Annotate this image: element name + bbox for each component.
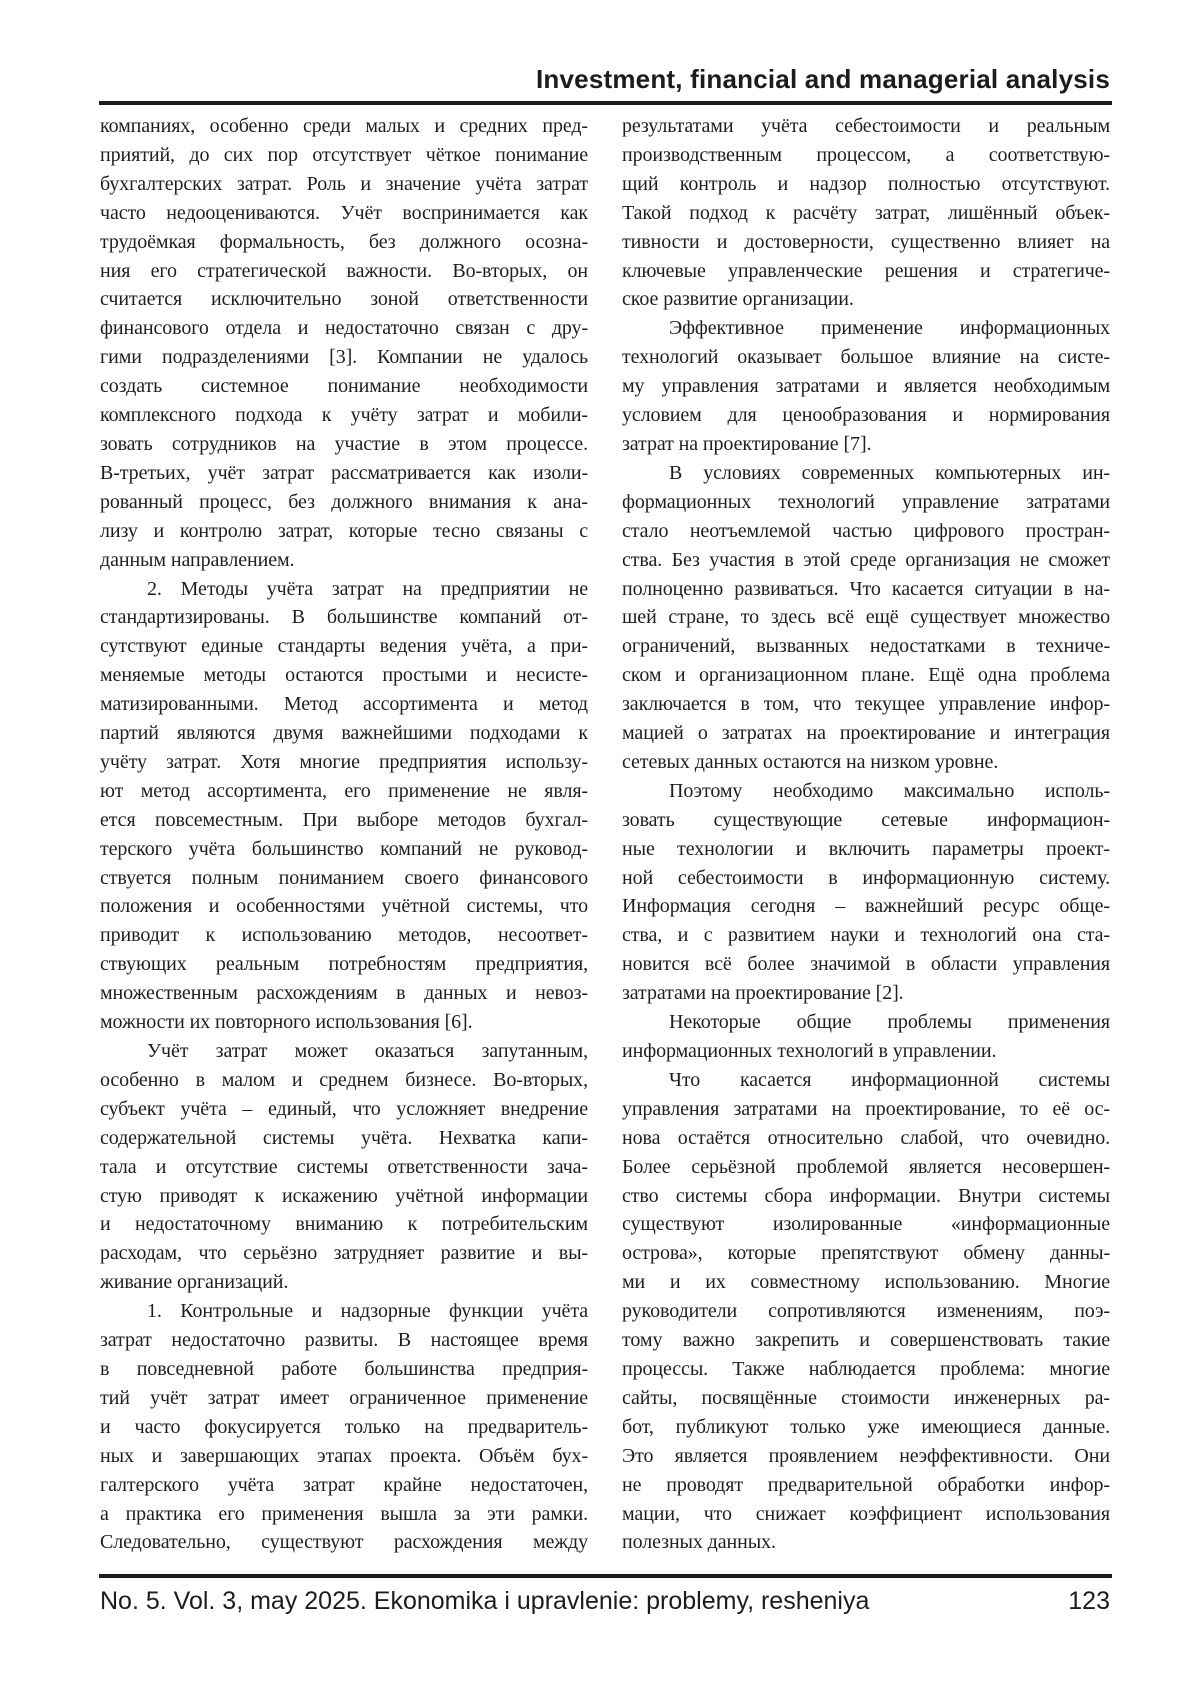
text-line: терского учёта большинство компаний не руковод- (100, 837, 588, 860)
header-rule (99, 101, 1112, 105)
text-line: полезных данных. (622, 1531, 776, 1554)
text-line: гими подразделениями [3]. Компании не удалось (100, 346, 588, 369)
text-line: тий учёт затрат имеет ограниченное применение (100, 1386, 588, 1409)
text-line: Информация сегодня – важнейший ресурс обще- (622, 895, 1110, 918)
text-line: В-третьих, учёт затрат рассматривается как изоли- (100, 461, 588, 484)
text-line: не проводят предварительной обработки инфор- (622, 1473, 1110, 1496)
text-line: бот, публикуют только уже имеющиеся данные. (622, 1415, 1110, 1438)
text-line: партий являются двумя важнейшими подходами к (100, 722, 588, 745)
text-line: ми и их совместному использованию. Многие (622, 1271, 1110, 1294)
text-line: стую приводят к искажению учётной информации (100, 1184, 588, 1207)
text-line: тала и отсутствие системы ответственности зача- (100, 1155, 588, 1178)
text-line: учёту затрат. Хотя многие предприятия использу- (100, 750, 588, 773)
text-line: Эффективное применение информационных (669, 317, 1110, 340)
text-line: мацией о затратах на проектирование и интеграция (622, 722, 1110, 745)
text-line: острова», которые препятствуют обмену данны- (622, 1242, 1110, 1265)
text-line: сетевых данных остаются на низком уровне. (622, 750, 999, 773)
article-body (100, 112, 1110, 1557)
text-line: 2. Методы учёта затрат на предприятии не (147, 577, 588, 600)
text-line: ных и завершающих этапах проекта. Объём бух- (100, 1444, 588, 1467)
text-line: трудоёмкая формальность, без должного осозна- (100, 230, 588, 253)
text-line: приятий, до сих пор отсутствует чёткое понимание (100, 143, 588, 166)
text-line: расходам, что серьёзно затрудняет развитие и вы- (100, 1242, 588, 1265)
text-line: ствующих реальным потребностям предприятия, (100, 953, 588, 976)
text-line: затратами на проектирование [2]. (622, 982, 904, 1005)
text-line: полноценно развиваться. Что касается ситуации в на- (622, 577, 1110, 600)
text-line: стало неотъемлемой частью цифрового простран- (622, 519, 1110, 542)
text-line: лизу и контролю затрат, которые тесно связаны с (100, 519, 588, 542)
text-line: процессы. Также наблюдается проблема: многие (622, 1357, 1110, 1380)
text-line: Следовательно, существуют расхождения между (100, 1531, 588, 1554)
text-line: ной себестоимости в информационную систему. (622, 866, 1110, 889)
text-line: можности их повторного использования [6]. (100, 1011, 473, 1034)
text-line: данным направлением. (100, 548, 295, 571)
text-line: ство системы сбора информации. Внутри системы (622, 1184, 1110, 1207)
text-line: тивности и достоверности, существенно влияет на (622, 230, 1110, 253)
text-line: ключевые управленческие решения и стратегиче- (622, 259, 1110, 282)
text-line: существуют изолированные «информационные (622, 1213, 1110, 1236)
column-left (100, 112, 588, 1557)
text-line: ния его стратегической важности. Во-вторых, он (100, 259, 588, 282)
text-line: тому важно закрепить и совершенствовать такие (622, 1329, 1110, 1352)
text-line: в повседневной работе большинства предприя- (100, 1357, 588, 1380)
text-line: В условиях современных компьютерных ин- (669, 461, 1110, 484)
text-line: ные технологии и включить параметры проект- (622, 837, 1110, 860)
text-line: новится всё более значимой в области управления (622, 953, 1110, 976)
text-line: сайты, посвящённые стоимости инженерных ра- (622, 1386, 1110, 1409)
text-line: результатами учёта себестоимости и реальным (622, 115, 1110, 137)
text-line: меняемые методы остаются простыми и несисте- (100, 664, 588, 687)
text-line: му управления затратами и является необходимым (622, 375, 1110, 398)
footer-journal-info: No. 5. Vol. 3, may 2025. Ekonomika i upravlenie: problemy, resheniya (100, 1587, 870, 1615)
text-line: положения и особенностями учётной системы, что (100, 895, 588, 918)
text-line: руководители сопротивляются изменениям, поэ- (622, 1300, 1110, 1323)
text-line: Поэтому необходимо максимально исполь- (669, 779, 1110, 802)
text-line: сутствуют единые стандарты ведения учёта, а при- (100, 635, 588, 658)
text-line: ства. Без участия в этой среде организация не сможет (622, 548, 1110, 571)
text-line: галтерского учёта затрат крайне недостаточен, (100, 1473, 588, 1496)
text-line: ства, и с развитием науки и технологий она ста- (622, 924, 1110, 947)
column-right (622, 112, 1110, 1557)
text-line: ется повсеместным. При выборе методов бухгал- (100, 808, 588, 831)
text-line: считается исключительно зоной ответственности (100, 288, 588, 311)
text-line: затрат недостаточно развиты. В настоящее время (100, 1329, 588, 1352)
text-line: зовать существующие сетевые информацион- (622, 808, 1110, 831)
text-line: ют метод ассортимента, его применение не явля- (100, 779, 588, 802)
text-line: шей стране, то здесь всё ещё существует множество (622, 606, 1110, 629)
text-line: приводит к использованию методов, несоответ- (100, 924, 588, 947)
text-line: содержательной системы учёта. Нехватка капи- (100, 1126, 588, 1149)
text-line: создать системное понимание необходимости (100, 375, 588, 398)
text-line: компаниях, особенно среди малых и средних пред- (100, 115, 588, 137)
page-footer (100, 1586, 1110, 1616)
text-line: комплексного подхода к учёту затрат и мобили- (100, 404, 588, 427)
text-line: часто недооцениваются. Учёт воспринимается как (100, 201, 588, 224)
text-line: щий контроль и надзор полностью отсутствуют. (622, 172, 1110, 195)
text-line: живание организаций. (100, 1271, 289, 1294)
text-line: ское развитие организации. (622, 288, 854, 311)
text-line: управления затратами на проектирование, то её ос- (622, 1097, 1110, 1120)
text-line: мации, что снижает коэффициент использования (622, 1502, 1110, 1525)
text-line: субъект учёта – единый, что усложняет внедрение (100, 1097, 588, 1120)
text-line: стандартизированы. В большинстве компаний от- (100, 606, 588, 629)
footer-rule (99, 1574, 1112, 1578)
text-line: информационных технологий в управлении. (622, 1040, 997, 1062)
text-line: и недостаточному вниманию к потребительским (100, 1213, 588, 1236)
text-line: зовать сотрудников на участие в этом процессе. (100, 432, 588, 455)
text-line: и часто фокусируется только на предваритель- (100, 1415, 588, 1438)
text-line: ограничений, вызванных недостатками в техниче- (622, 635, 1110, 658)
text-line: бухгалтерских затрат. Роль и значение учёта затрат (100, 172, 588, 195)
text-line: рованный процесс, без должного внимания к ана- (100, 490, 588, 513)
text-line: заключается в том, что текущее управление инфор- (622, 693, 1110, 716)
text-line: Такой подход к расчёту затрат, лишённый объек- (622, 201, 1110, 224)
text-line: производственным процессом, а соответствую- (622, 143, 1110, 166)
text-line: Это является проявлением неэффективности. Они (622, 1444, 1110, 1467)
text-line: 1. Контрольные и надзорные функции учёта (147, 1300, 588, 1323)
text-line: нова остаётся относительно слабой, что очевидно. (622, 1126, 1110, 1149)
text-line: множественным расхождениям в данных и невоз- (100, 982, 588, 1005)
text-line: финансового отдела и недостаточно связан с дру- (100, 317, 588, 340)
text-line: матизированными. Метод ассортимента и метод (100, 693, 588, 716)
running-head: Investment, financial and managerial analysis (536, 64, 1110, 94)
text-line: ствуется полным пониманием своего финансового (100, 866, 588, 889)
text-line: условием для ценообразования и нормирования (622, 404, 1110, 427)
text-line: ском и организационном плане. Ещё одна проблема (622, 664, 1110, 687)
text-line: Некоторые общие проблемы применения (669, 1011, 1110, 1034)
text-line: технологий оказывает большое влияние на систе- (622, 346, 1110, 369)
text-line: затрат на проектирование [7]. (622, 432, 872, 455)
text-line: особенно в малом и среднем бизнесе. Во-вторых, (100, 1068, 588, 1091)
text-line: а практика его применения вышла за эти рамки. (100, 1502, 588, 1525)
text-line: Более серьёзной проблемой является несовершен- (622, 1155, 1110, 1178)
text-line: Учёт затрат может оказаться запутанным, (147, 1040, 588, 1062)
text-line: формационных технологий управление затратами (622, 490, 1110, 513)
footer-page-number: 123 (1068, 1587, 1110, 1615)
text-line: Что касается информационной системы (669, 1068, 1110, 1091)
